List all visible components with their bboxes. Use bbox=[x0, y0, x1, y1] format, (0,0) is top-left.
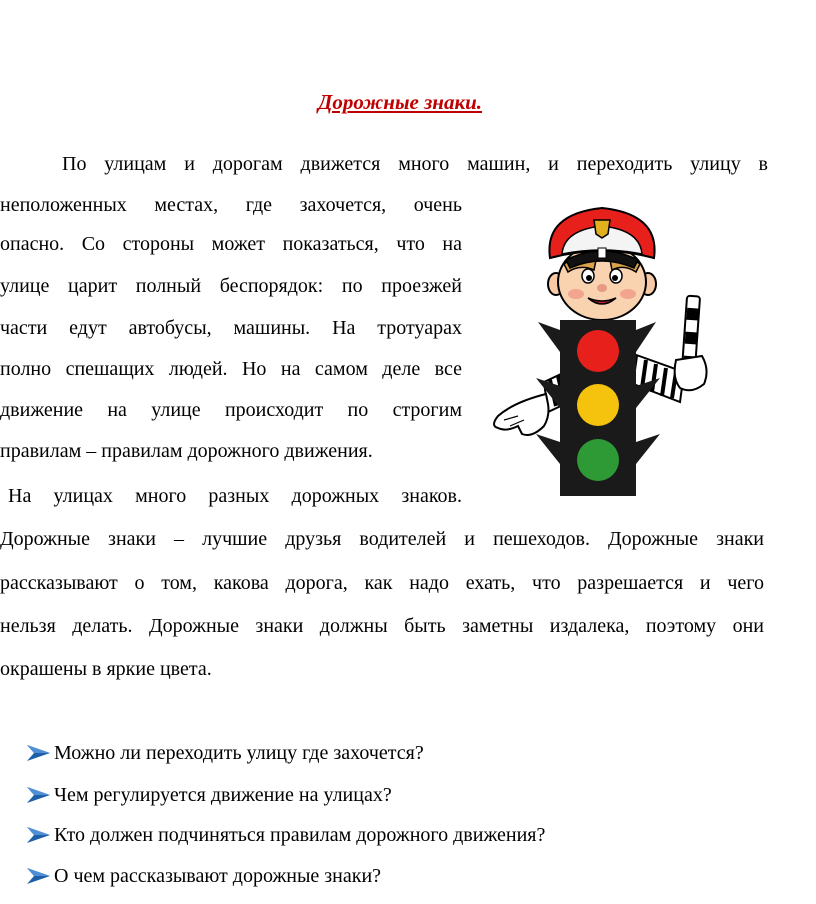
text-line: Дорожные знаки – лучшие друзья водителей и пешеходов. Дорожные знаки bbox=[0, 528, 764, 550]
question-item bbox=[26, 739, 424, 767]
text-line: движение на улице происходит по строгим bbox=[0, 399, 462, 421]
question-item bbox=[26, 862, 381, 890]
arrow-bullet-icon bbox=[26, 784, 52, 806]
text-line: улице царит полный беспорядок: по проезжей bbox=[0, 275, 462, 297]
text-line: части едут автобусы, машины. На тротуарах bbox=[0, 317, 462, 339]
text-line: опасно. Со стороны может показаться, что на bbox=[0, 233, 462, 255]
cap-icon bbox=[549, 208, 654, 268]
traffic-light-illustration bbox=[484, 190, 724, 510]
yellow-light bbox=[577, 384, 619, 426]
question-text: Кто должен подчиняться правилам дорожного движения? bbox=[54, 823, 546, 846]
text-line: окрашены в яркие цвета. bbox=[0, 658, 212, 680]
question-text: Чем регулируется движение на улицах? bbox=[54, 783, 392, 806]
question-text: О чем рассказывают дорожные знаки? bbox=[54, 864, 382, 887]
text-line: нельзя делать. Дорожные знаки должны быть заметны издалека, поэтому они bbox=[0, 615, 764, 637]
text-line: полно спешащих людей. Но на самом деле все bbox=[0, 358, 462, 380]
question-item bbox=[26, 821, 545, 849]
arrow-bullet-icon bbox=[26, 824, 52, 846]
text-line: На улицах много разных дорожных знаков. bbox=[8, 485, 462, 507]
red-light bbox=[577, 330, 619, 372]
text-line: правилам – правилам дорожного движения. bbox=[0, 440, 373, 462]
arrow-bullet-icon bbox=[26, 742, 52, 764]
arrow-bullet-icon bbox=[26, 865, 52, 887]
text-line: неположенных местах, где захочется, очень bbox=[0, 194, 462, 216]
text-line: рассказывают о том, какова дорога, как надо ехать, что разрешается и чего bbox=[0, 572, 764, 594]
green-light bbox=[577, 439, 619, 481]
question-item bbox=[26, 781, 392, 809]
question-text: Можно ли переходить улицу где захочется? bbox=[54, 741, 424, 764]
text-line: По улицам и дорогам движется много машин, и переходить улицу в bbox=[62, 153, 768, 175]
page-title: Дорожные знаки. bbox=[317, 90, 483, 114]
